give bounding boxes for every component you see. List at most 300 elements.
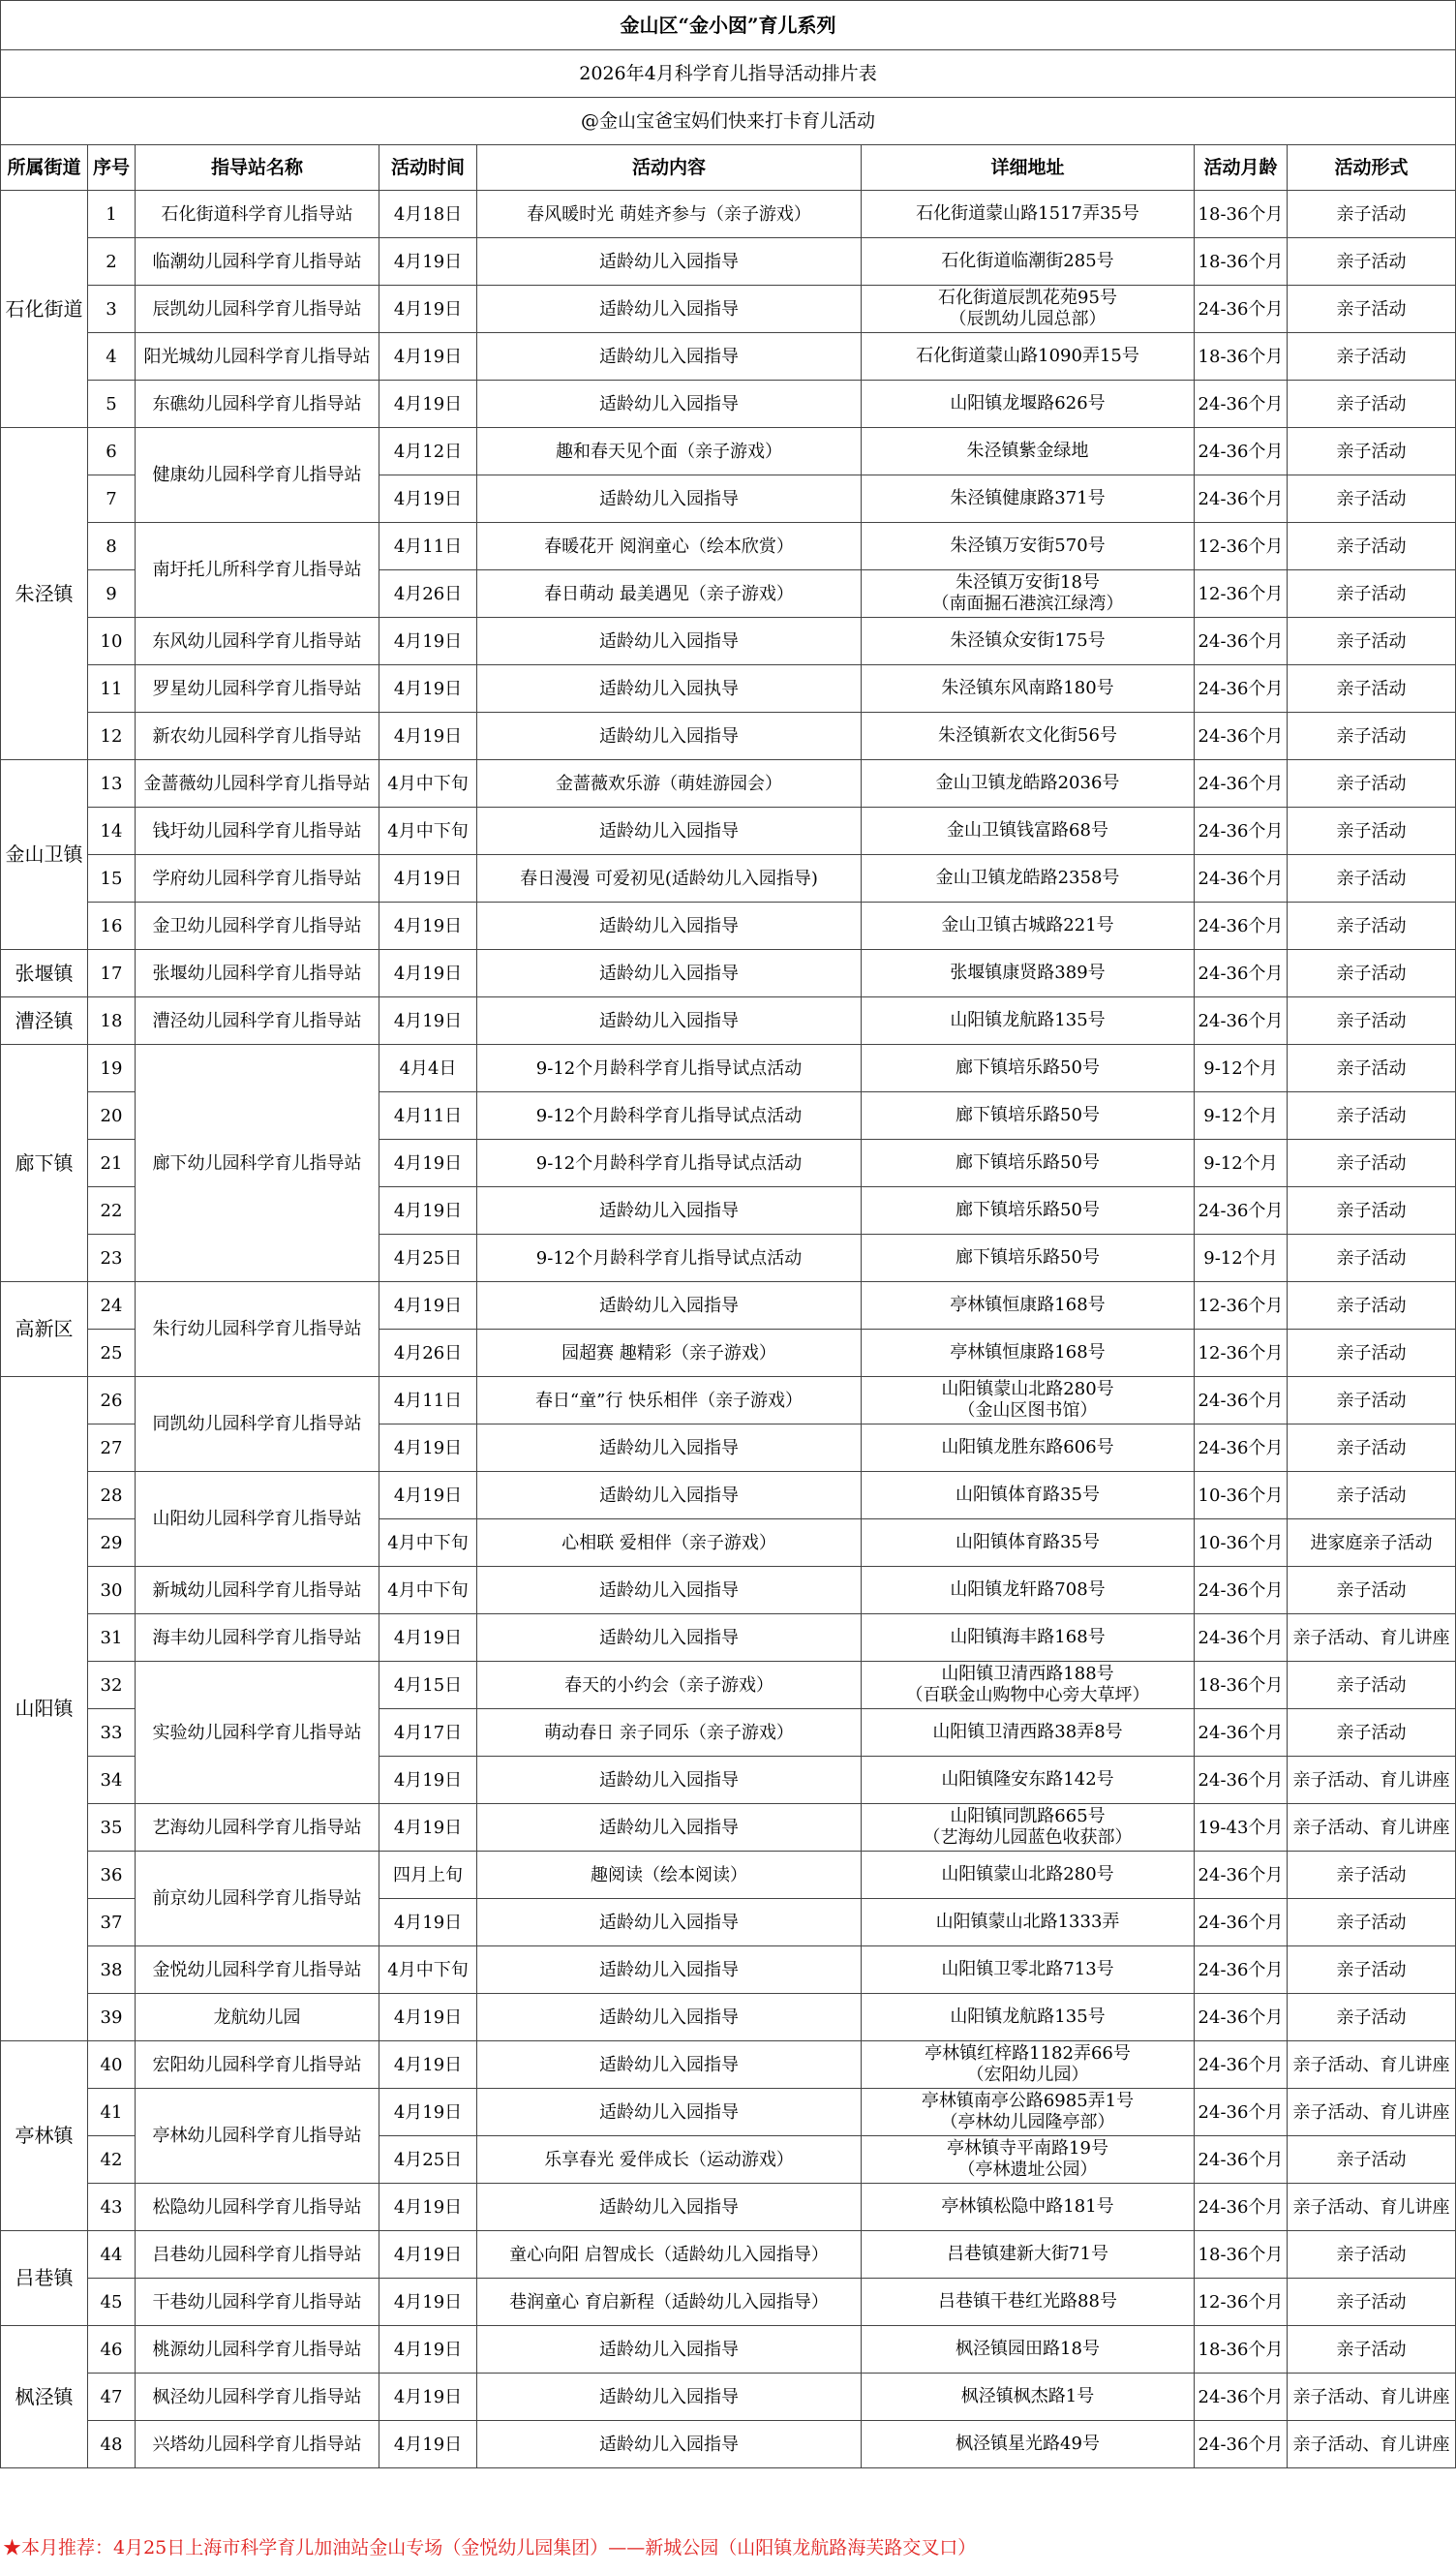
address-cell [862, 2041, 1195, 2089]
address-note: （宏阳幼儿园） [966, 2065, 1089, 2085]
activity-time: 4月19日 [379, 1804, 477, 1852]
row-number: 17 [88, 950, 136, 997]
district-cell: 漕泾镇 [1, 997, 88, 1045]
column-header: 活动内容 [477, 145, 862, 191]
activity-form: 亲子活动、育儿讲座 [1288, 1757, 1456, 1804]
activity-time: 4月19日 [379, 950, 477, 997]
activity-content: 春风暖时光 萌娃齐参与（亲子游戏） [477, 191, 862, 238]
address-line: 枫泾镇园田路18号 [956, 2339, 1100, 2359]
table-row [1, 855, 1456, 903]
activity-time: 4月中下旬 [379, 1946, 477, 1994]
row-number: 45 [88, 2279, 136, 2326]
age-range: 24-36个月 [1195, 1567, 1288, 1614]
row-number: 2 [88, 238, 136, 286]
activity-form: 亲子活动 [1288, 570, 1456, 618]
activity-content: 适龄幼儿入园指导 [477, 808, 862, 855]
address-line: 山阳镇龙轩路708号 [950, 1579, 1106, 1600]
address-line: 山阳镇海丰路168号 [950, 1627, 1106, 1647]
activity-time: 4月19日 [379, 2184, 477, 2231]
age-range: 24-36个月 [1195, 2184, 1288, 2231]
activity-form: 亲子活动 [1288, 1709, 1456, 1757]
age-range: 18-36个月 [1195, 2326, 1288, 2374]
district-cell: 亭林镇 [1, 2041, 88, 2231]
age-range: 24-36个月 [1195, 1994, 1288, 2041]
address-cell [862, 903, 1195, 950]
activity-time: 4月26日 [379, 570, 477, 618]
age-range: 24-36个月 [1195, 665, 1288, 713]
table-row [1, 2089, 1456, 2136]
activity-form: 亲子活动 [1288, 191, 1456, 238]
row-number: 41 [88, 2089, 136, 2136]
address-cell [862, 855, 1195, 903]
address-line: 朱泾镇东风南路180号 [941, 678, 1114, 698]
activity-form: 亲子活动 [1288, 665, 1456, 713]
address-cell [862, 1187, 1195, 1235]
table-row [1, 903, 1456, 950]
station-name: 南圩托儿所科学育儿指导站 [136, 523, 379, 618]
address-cell [862, 286, 1195, 333]
row-number: 32 [88, 1662, 136, 1709]
activity-content: 金蔷薇欢乐游（萌娃游园会） [477, 760, 862, 808]
activity-content: 适龄幼儿入园指导 [477, 1757, 862, 1804]
age-range: 24-36个月 [1195, 2374, 1288, 2421]
row-number: 27 [88, 1424, 136, 1472]
station-name: 辰凯幼儿园科学育儿指导站 [136, 286, 379, 333]
activity-time: 4月中下旬 [379, 1519, 477, 1567]
station-name: 同凯幼儿园科学育儿指导站 [136, 1377, 379, 1472]
table-row [1, 1946, 1456, 1994]
address-line: 朱泾镇万安街18号 [956, 572, 1100, 593]
address-line: 山阳镇蒙山北路280号 [941, 1379, 1114, 1399]
activity-form: 亲子活动 [1288, 1140, 1456, 1187]
table-row [1, 2041, 1456, 2089]
district-cell: 枫泾镇 [1, 2326, 88, 2468]
address-line: 枫泾镇枫杰路1号 [960, 2386, 1095, 2406]
activity-form: 亲子活动 [1288, 1424, 1456, 1472]
address-cell [862, 808, 1195, 855]
age-range: 24-36个月 [1195, 808, 1288, 855]
activity-form: 亲子活动 [1288, 1045, 1456, 1092]
table-row [1, 2326, 1456, 2374]
table-row [1, 1472, 1456, 1519]
address-cell [862, 997, 1195, 1045]
age-range: 24-36个月 [1195, 381, 1288, 428]
district-cell: 廊下镇 [1, 1045, 88, 1282]
table-row [1, 665, 1456, 713]
activity-time: 4月15日 [379, 1662, 477, 1709]
row-number: 13 [88, 760, 136, 808]
activity-time: 4月19日 [379, 1424, 477, 1472]
row-number: 19 [88, 1045, 136, 1092]
station-name: 石化街道科学育儿指导站 [136, 191, 379, 238]
column-header: 活动时间 [379, 145, 477, 191]
address-cell [862, 713, 1195, 760]
activity-time: 4月19日 [379, 1140, 477, 1187]
address-cell [862, 2089, 1195, 2136]
row-number: 24 [88, 1282, 136, 1330]
address-cell [862, 1330, 1195, 1377]
activity-time: 4月19日 [379, 855, 477, 903]
activity-form: 亲子活动、育儿讲座 [1288, 2374, 1456, 2421]
activity-content: 乐享春光 爱伴成长（运动游戏） [477, 2136, 862, 2184]
activity-form: 亲子活动 [1288, 1899, 1456, 1946]
address-note: （艺海幼儿园蓝色收获部） [923, 1827, 1133, 1848]
address-cell [862, 1377, 1195, 1424]
activity-content: 适龄幼儿入园指导 [477, 1424, 862, 1472]
age-range: 24-36个月 [1195, 428, 1288, 475]
sheet-subtitle: 2026年4月科学育儿指导活动排片表 [1, 50, 1456, 98]
address-cell [862, 1424, 1195, 1472]
address-line: 亭林镇松隐中路181号 [941, 2196, 1114, 2217]
address-cell [862, 950, 1195, 997]
address-cell [862, 2184, 1195, 2231]
activity-form: 亲子活动 [1288, 475, 1456, 523]
district-cell: 石化街道 [1, 191, 88, 428]
station-name: 宏阳幼儿园科学育儿指导站 [136, 2041, 379, 2089]
age-range: 24-36个月 [1195, 713, 1288, 760]
age-range: 9-12个月 [1195, 1045, 1288, 1092]
row-number: 10 [88, 618, 136, 665]
activity-content: 园超赛 趣精彩（亲子游戏） [477, 1330, 862, 1377]
age-range: 24-36个月 [1195, 2089, 1288, 2136]
age-range: 18-36个月 [1195, 333, 1288, 381]
age-range: 24-36个月 [1195, 950, 1288, 997]
activity-form: 亲子活动 [1288, 1187, 1456, 1235]
table-row [1, 713, 1456, 760]
district-cell: 山阳镇 [1, 1377, 88, 2041]
row-number: 40 [88, 2041, 136, 2089]
address-line: 枫泾镇星光路49号 [956, 2434, 1100, 2454]
age-range: 18-36个月 [1195, 191, 1288, 238]
activity-content: 适龄幼儿入园指导 [477, 238, 862, 286]
row-number: 36 [88, 1852, 136, 1899]
row-number: 3 [88, 286, 136, 333]
age-range: 24-36个月 [1195, 1187, 1288, 1235]
activity-time: 4月19日 [379, 1187, 477, 1235]
activity-form: 亲子活动 [1288, 1946, 1456, 1994]
address-line: 吕巷镇干巷红光路88号 [938, 2291, 1117, 2312]
address-line: 廊下镇培乐路50号 [956, 1247, 1100, 1268]
table-row [1, 191, 1456, 238]
age-range: 24-36个月 [1195, 903, 1288, 950]
table-row [1, 1662, 1456, 1709]
activity-form: 亲子活动 [1288, 2231, 1456, 2279]
table-row [1, 950, 1456, 997]
activity-content: 春暖花开 阅润童心（绘本欣赏） [477, 523, 862, 570]
address-cell [862, 238, 1195, 286]
row-number: 33 [88, 1709, 136, 1757]
activity-time: 4月11日 [379, 523, 477, 570]
station-name: 枫泾幼儿园科学育儿指导站 [136, 2374, 379, 2421]
activity-form: 亲子活动 [1288, 381, 1456, 428]
address-line: 山阳镇龙航路135号 [950, 2006, 1106, 2027]
address-line: 山阳镇蒙山北路1333弄 [935, 1912, 1120, 1932]
age-range: 9-12个月 [1195, 1092, 1288, 1140]
address-line: 朱泾镇万安街570号 [950, 536, 1106, 556]
activity-form: 亲子活动 [1288, 1567, 1456, 1614]
row-number: 37 [88, 1899, 136, 1946]
address-cell [862, 1709, 1195, 1757]
address-line: 廊下镇培乐路50号 [956, 1057, 1100, 1078]
activity-form: 亲子活动 [1288, 760, 1456, 808]
address-line: 金山卫镇龙皓路2358号 [935, 868, 1120, 888]
address-cell [862, 333, 1195, 381]
row-number: 16 [88, 903, 136, 950]
age-range: 24-36个月 [1195, 618, 1288, 665]
table-row [1, 618, 1456, 665]
age-range: 9-12个月 [1195, 1235, 1288, 1282]
address-line: 亭林镇恒康路168号 [950, 1295, 1106, 1315]
activity-time: 4月中下旬 [379, 760, 477, 808]
station-name: 新农幼儿园科学育儿指导站 [136, 713, 379, 760]
address-cell [862, 2136, 1195, 2184]
row-number: 21 [88, 1140, 136, 1187]
address-cell [862, 2231, 1195, 2279]
station-name: 金蔷薇幼儿园科学育儿指导站 [136, 760, 379, 808]
activity-content: 萌动春日 亲子同乐（亲子游戏） [477, 1709, 862, 1757]
column-header: 详细地址 [862, 145, 1195, 191]
column-header: 活动月龄 [1195, 145, 1288, 191]
table-row [1, 760, 1456, 808]
age-range: 10-36个月 [1195, 1472, 1288, 1519]
row-number: 44 [88, 2231, 136, 2279]
table-row [1, 2231, 1456, 2279]
station-name: 金悦幼儿园科学育儿指导站 [136, 1946, 379, 1994]
age-range: 24-36个月 [1195, 286, 1288, 333]
activity-time: 4月18日 [379, 191, 477, 238]
activity-time: 4月19日 [379, 2326, 477, 2374]
address-line: 亭林镇红梓路1182弄66号 [925, 2043, 1131, 2064]
activity-content: 趣阅读（绘本阅读） [477, 1852, 862, 1899]
address-line: 山阳镇龙堰路626号 [950, 393, 1106, 414]
address-cell [862, 1757, 1195, 1804]
activity-content: 适龄幼儿入园指导 [477, 2374, 862, 2421]
address-line: 山阳镇龙航路135号 [950, 1010, 1106, 1030]
address-line: 朱泾镇紫金绿地 [966, 441, 1089, 461]
activity-time: 4月19日 [379, 2041, 477, 2089]
age-range: 24-36个月 [1195, 1852, 1288, 1899]
address-line: 张堰镇康贤路389号 [950, 963, 1106, 983]
address-note: （辰凯幼儿园总部） [949, 309, 1107, 329]
row-number: 46 [88, 2326, 136, 2374]
activity-time: 4月中下旬 [379, 808, 477, 855]
activity-time: 4月4日 [379, 1045, 477, 1092]
row-number: 11 [88, 665, 136, 713]
table-row [1, 997, 1456, 1045]
activity-form: 亲子活动 [1288, 238, 1456, 286]
table-row [1, 808, 1456, 855]
address-cell [862, 1852, 1195, 1899]
address-note: （亭林遗址公园） [957, 2159, 1098, 2180]
activity-form: 亲子活动 [1288, 1472, 1456, 1519]
district-cell: 张堰镇 [1, 950, 88, 997]
address-cell [862, 1282, 1195, 1330]
age-range: 24-36个月 [1195, 997, 1288, 1045]
age-range: 12-36个月 [1195, 523, 1288, 570]
address-line: 石化街道临潮街285号 [941, 251, 1114, 271]
age-range: 12-36个月 [1195, 2279, 1288, 2326]
table-row [1, 428, 1456, 475]
address-line: 山阳镇隆安东路142号 [941, 1769, 1114, 1790]
address-line: 山阳镇卫清西路188号 [941, 1664, 1114, 1684]
row-number: 14 [88, 808, 136, 855]
station-name: 漕泾幼儿园科学育儿指导站 [136, 997, 379, 1045]
activity-content: 9-12个月龄科学育儿指导试点活动 [477, 1092, 862, 1140]
activity-content: 适龄幼儿入园指导 [477, 950, 862, 997]
age-range: 10-36个月 [1195, 1519, 1288, 1567]
station-name: 临潮幼儿园科学育儿指导站 [136, 238, 379, 286]
schedule-rows [1, 191, 1456, 2468]
address-cell [862, 1994, 1195, 2041]
activity-content: 巷润童心 育启新程（适龄幼儿入园指导） [477, 2279, 862, 2326]
address-note: （百联金山购物中心旁大草坪） [905, 1685, 1150, 1705]
activity-time: 四月上旬 [379, 1852, 477, 1899]
table-row [1, 2421, 1456, 2468]
address-line: 吕巷镇建新大街71号 [947, 2244, 1108, 2264]
address-cell [862, 2421, 1195, 2468]
row-number: 18 [88, 997, 136, 1045]
address-cell [862, 428, 1195, 475]
age-range: 24-36个月 [1195, 475, 1288, 523]
row-number: 35 [88, 1804, 136, 1852]
activity-time: 4月25日 [379, 2136, 477, 2184]
activity-form: 亲子活动、育儿讲座 [1288, 1614, 1456, 1662]
age-range: 24-36个月 [1195, 1424, 1288, 1472]
station-name: 松隐幼儿园科学育儿指导站 [136, 2184, 379, 2231]
activity-form: 亲子活动 [1288, 2136, 1456, 2184]
activity-form: 亲子活动 [1288, 1662, 1456, 1709]
activity-time: 4月19日 [379, 997, 477, 1045]
sheet-title: 金山区“金小囡”育儿系列 [1, 1, 1456, 50]
station-name: 东风幼儿园科学育儿指导站 [136, 618, 379, 665]
activity-content: 适龄幼儿入园指导 [477, 333, 862, 381]
activity-form: 亲子活动 [1288, 997, 1456, 1045]
age-range: 12-36个月 [1195, 1330, 1288, 1377]
activity-form: 亲子活动 [1288, 333, 1456, 381]
activity-content: 适龄幼儿入园指导 [477, 2089, 862, 2136]
column-header: 所属街道 [1, 145, 88, 191]
activity-time: 4月19日 [379, 618, 477, 665]
activity-content: 适龄幼儿入园指导 [477, 1614, 862, 1662]
activity-content: 9-12个月龄科学育儿指导试点活动 [477, 1140, 862, 1187]
activity-form: 亲子活动 [1288, 1994, 1456, 2041]
activity-content: 适龄幼儿入园指导 [477, 1994, 862, 2041]
activity-time: 4月25日 [379, 1235, 477, 1282]
address-line: 廊下镇培乐路50号 [956, 1152, 1100, 1173]
activity-time: 4月17日 [379, 1709, 477, 1757]
table-row [1, 286, 1456, 333]
station-name: 新城幼儿园科学育儿指导站 [136, 1567, 379, 1614]
address-cell [862, 1899, 1195, 1946]
station-name: 前京幼儿园科学育儿指导站 [136, 1852, 379, 1946]
row-number: 48 [88, 2421, 136, 2468]
row-number: 26 [88, 1377, 136, 1424]
address-cell [862, 1662, 1195, 1709]
activity-time: 4月19日 [379, 2231, 477, 2279]
age-range: 24-36个月 [1195, 760, 1288, 808]
activity-time: 4月19日 [379, 381, 477, 428]
district-cell: 高新区 [1, 1282, 88, 1377]
row-number: 15 [88, 855, 136, 903]
address-cell [862, 475, 1195, 523]
table-row [1, 2374, 1456, 2421]
activity-content: 适龄幼儿入园指导 [477, 713, 862, 760]
address-line: 廊下镇培乐路50号 [956, 1105, 1100, 1125]
activity-time: 4月19日 [379, 1472, 477, 1519]
column-header: 指导站名称 [136, 145, 379, 191]
row-number: 9 [88, 570, 136, 618]
activity-form: 亲子活动 [1288, 1330, 1456, 1377]
address-cell [862, 191, 1195, 238]
activity-content: 适龄幼儿入园指导 [477, 1282, 862, 1330]
activity-form: 亲子活动 [1288, 1852, 1456, 1899]
age-range: 12-36个月 [1195, 1282, 1288, 1330]
address-cell [862, 1567, 1195, 1614]
address-line: 金山卫镇古城路221号 [941, 915, 1114, 935]
activity-time: 4月19日 [379, 2374, 477, 2421]
activity-time: 4月19日 [379, 1899, 477, 1946]
address-cell [862, 665, 1195, 713]
address-line: 朱泾镇众安街175号 [950, 630, 1106, 651]
station-name: 吕巷幼儿园科学育儿指导站 [136, 2231, 379, 2279]
station-name: 张堰幼儿园科学育儿指导站 [136, 950, 379, 997]
activity-time: 4月19日 [379, 903, 477, 950]
activity-form: 亲子活动 [1288, 1235, 1456, 1282]
table-row [1, 238, 1456, 286]
address-line: 朱泾镇新农文化街56号 [938, 725, 1117, 746]
activity-content: 适龄幼儿入园指导 [477, 381, 862, 428]
activity-content: 适龄幼儿入园指导 [477, 903, 862, 950]
activity-time: 4月19日 [379, 1757, 477, 1804]
row-number: 29 [88, 1519, 136, 1567]
address-note: （金山区图书馆） [957, 1400, 1098, 1421]
age-range: 24-36个月 [1195, 1757, 1288, 1804]
address-cell [862, 1804, 1195, 1852]
age-range: 18-36个月 [1195, 2231, 1288, 2279]
address-line: 金山卫镇龙皓路2036号 [935, 773, 1120, 793]
address-cell [862, 2326, 1195, 2374]
address-line: 石化街道蒙山路1090弄15号 [916, 346, 1139, 366]
activity-form: 亲子活动 [1288, 1092, 1456, 1140]
station-name: 山阳幼儿园科学育儿指导站 [136, 1472, 379, 1567]
table-row [1, 333, 1456, 381]
age-range: 19-43个月 [1195, 1804, 1288, 1852]
age-range: 24-36个月 [1195, 2421, 1288, 2468]
station-name: 钱圩幼儿园科学育儿指导站 [136, 808, 379, 855]
activity-content: 适龄幼儿入园指导 [477, 1946, 862, 1994]
activity-form: 亲子活动 [1288, 286, 1456, 333]
address-line: 山阳镇体育路35号 [956, 1485, 1100, 1505]
table-row [1, 1804, 1456, 1852]
age-range: 24-36个月 [1195, 2041, 1288, 2089]
address-line: 山阳镇龙胜东路606号 [941, 1437, 1114, 1457]
activity-content: 适龄幼儿入园指导 [477, 1472, 862, 1519]
address-cell [862, 760, 1195, 808]
row-number: 42 [88, 2136, 136, 2184]
station-name: 亭林幼儿园科学育儿指导站 [136, 2089, 379, 2184]
activity-content: 适龄幼儿入园指导 [477, 2421, 862, 2468]
activity-form: 亲子活动 [1288, 950, 1456, 997]
age-range: 24-36个月 [1195, 1614, 1288, 1662]
activity-time: 4月19日 [379, 1614, 477, 1662]
activity-content: 适龄幼儿入园指导 [477, 997, 862, 1045]
row-number: 39 [88, 1994, 136, 2041]
activity-time: 4月11日 [379, 1092, 477, 1140]
activity-content: 适龄幼儿入园指导 [477, 1804, 862, 1852]
row-number: 31 [88, 1614, 136, 1662]
activity-time: 4月19日 [379, 475, 477, 523]
age-range: 24-36个月 [1195, 1899, 1288, 1946]
